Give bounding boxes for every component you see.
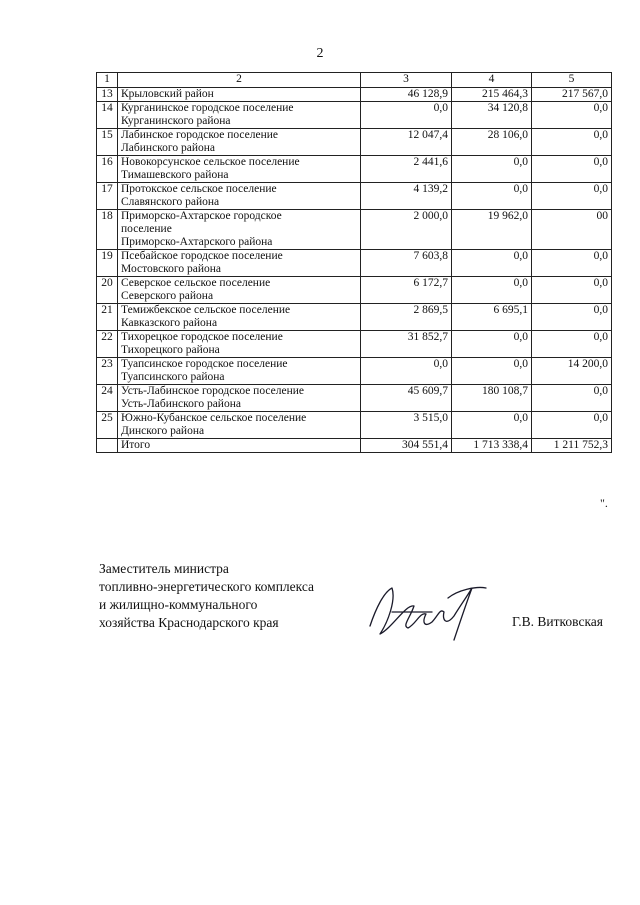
- value-cell: 00: [532, 210, 612, 250]
- name-cell: [118, 102, 361, 129]
- page-number: 2: [316, 46, 324, 61]
- value-cell: 0,0: [361, 102, 452, 129]
- row-number-cell: 23: [97, 358, 118, 385]
- value-cell: 31 852,7: [361, 331, 452, 358]
- name-cell: [118, 331, 361, 358]
- name-line: Протокское сельское поселение: [121, 183, 277, 195]
- value-cell: 0,0: [532, 304, 612, 331]
- value-cell: 0,0: [452, 358, 532, 385]
- name-line: Усть-Лабинское городское поселение: [121, 385, 304, 397]
- value-cell: 6 172,7: [361, 277, 452, 304]
- value-cell: 0,0: [532, 183, 612, 210]
- name-line: Северское сельское поселение: [121, 277, 271, 289]
- table-row: [97, 277, 612, 304]
- name-line: Новокорсунское сельское поселение: [121, 156, 300, 168]
- value-cell: 46 128,9: [361, 88, 452, 102]
- value-cell: 7 603,8: [361, 250, 452, 277]
- data-table: [96, 72, 612, 453]
- value-cell: 2 000,0: [361, 210, 452, 250]
- table-row: [97, 156, 612, 183]
- signatory-title-line: Заместитель министра: [99, 561, 229, 576]
- name-line: Лабинское городское поселение: [121, 129, 279, 141]
- value-cell: 0,0: [361, 358, 452, 385]
- table-row: [97, 331, 612, 358]
- table-row: [97, 385, 612, 412]
- value-cell: 0,0: [532, 102, 612, 129]
- value-cell: 14 200,0: [532, 358, 612, 385]
- row-number-cell: 24: [97, 385, 118, 412]
- value-cell: 0,0: [452, 412, 532, 439]
- name-line: Мостовского района: [121, 263, 221, 275]
- name-cell: [118, 129, 361, 156]
- name-line: Курганинского района: [121, 115, 231, 127]
- value-cell: 0,0: [532, 412, 612, 439]
- row-number-cell: 13: [97, 88, 118, 102]
- total-value-cell: 1 211 752,3: [532, 439, 612, 453]
- table-row: [97, 88, 612, 102]
- name-line: Приморско-Ахтарского района: [121, 236, 273, 248]
- name-cell: [118, 88, 361, 102]
- table-row: [97, 210, 612, 250]
- value-cell: 2 441,6: [361, 156, 452, 183]
- signatory-title-line: и жилищно-коммунального: [99, 597, 258, 612]
- name-line: Тихорецкого района: [121, 344, 220, 356]
- signatory-name: Г.В. Витковская: [512, 614, 604, 629]
- value-cell: 28 106,0: [452, 129, 532, 156]
- name-cell: [118, 358, 361, 385]
- name-line: Туапсинское городское поселение: [121, 358, 288, 370]
- total-label-cell: Итого: [118, 439, 361, 453]
- header-cell: 3: [361, 73, 452, 88]
- table-row: [97, 102, 612, 129]
- table-header-row: [97, 73, 612, 88]
- row-number-cell: 21: [97, 304, 118, 331]
- total-empty-cell: [97, 439, 118, 453]
- name-line: Псебайское городское поселение: [121, 250, 283, 262]
- value-cell: 217 567,0: [532, 88, 612, 102]
- row-number-cell: 20: [97, 277, 118, 304]
- header-cell: 4: [452, 73, 532, 88]
- value-cell: 0,0: [452, 277, 532, 304]
- row-number-cell: 18: [97, 210, 118, 250]
- value-cell: 0,0: [532, 129, 612, 156]
- value-cell: 0,0: [452, 250, 532, 277]
- name-cell: [118, 304, 361, 331]
- table-row: [97, 358, 612, 385]
- total-value-cell: 304 551,4: [361, 439, 452, 453]
- value-cell: 45 609,7: [361, 385, 452, 412]
- value-cell: 0,0: [532, 331, 612, 358]
- value-cell: 0,0: [532, 385, 612, 412]
- name-line: Курганинское городское поселение: [121, 102, 294, 114]
- total-row: [97, 439, 612, 453]
- header-cell: 2: [118, 73, 361, 88]
- name-line: Туапсинского района: [121, 371, 225, 383]
- row-number-cell: 25: [97, 412, 118, 439]
- signatory-title-line: хозяйства Краснодарского края: [99, 615, 279, 630]
- name-line: Крыловский район: [121, 88, 214, 100]
- value-cell: 215 464,3: [452, 88, 532, 102]
- name-cell: [118, 183, 361, 210]
- name-cell: [118, 385, 361, 412]
- value-cell: 4 139,2: [361, 183, 452, 210]
- value-cell: 6 695,1: [452, 304, 532, 331]
- name-line: Динского района: [121, 425, 205, 437]
- signatory-title: [99, 560, 314, 632]
- name-line: Кавказского района: [121, 317, 218, 329]
- name-cell: [118, 277, 361, 304]
- name-line: Приморско-Ахтарское городское: [121, 210, 282, 222]
- name-line: Усть-Лабинского района: [121, 398, 241, 410]
- value-cell: 0,0: [532, 156, 612, 183]
- header-cell: 1: [97, 73, 118, 88]
- total-value-cell: 1 713 338,4: [452, 439, 532, 453]
- handwritten-signature: [362, 578, 492, 648]
- value-cell: 3 515,0: [361, 412, 452, 439]
- closing-quote: ".: [600, 496, 608, 510]
- name-cell: [118, 156, 361, 183]
- header-cell: 5: [532, 73, 612, 88]
- value-cell: 0,0: [452, 183, 532, 210]
- name-line: Тихорецкое городское поселение: [121, 331, 283, 343]
- name-line: Южно-Кубанское сельское поселение: [121, 412, 307, 424]
- value-cell: 0,0: [452, 156, 532, 183]
- table-row: [97, 412, 612, 439]
- value-cell: 0,0: [452, 331, 532, 358]
- value-cell: 34 120,8: [452, 102, 532, 129]
- row-number-cell: 15: [97, 129, 118, 156]
- value-cell: 0,0: [532, 250, 612, 277]
- name-line: Темижбекское сельское поселение: [121, 304, 291, 316]
- row-number-cell: 17: [97, 183, 118, 210]
- value-cell: 12 047,4: [361, 129, 452, 156]
- value-cell: 19 962,0: [452, 210, 532, 250]
- name-line: Северского района: [121, 290, 214, 302]
- signatory-title-line: топливно-энергетического комплекса: [99, 579, 315, 594]
- table-row: [97, 304, 612, 331]
- value-cell: 0,0: [532, 277, 612, 304]
- table-row: [97, 183, 612, 210]
- table-row: [97, 250, 612, 277]
- name-line: Славянского района: [121, 196, 220, 208]
- row-number-cell: 19: [97, 250, 118, 277]
- value-cell: 180 108,7: [452, 385, 532, 412]
- row-number-cell: 22: [97, 331, 118, 358]
- name-cell: [118, 412, 361, 439]
- value-cell: 2 869,5: [361, 304, 452, 331]
- name-line: поселение: [121, 223, 172, 235]
- row-number-cell: 14: [97, 102, 118, 129]
- name-line: Тимашевского района: [121, 169, 229, 181]
- row-number-cell: 16: [97, 156, 118, 183]
- name-cell: [118, 250, 361, 277]
- name-cell: [118, 210, 361, 250]
- table-row: [97, 129, 612, 156]
- name-line: Лабинского района: [121, 142, 215, 154]
